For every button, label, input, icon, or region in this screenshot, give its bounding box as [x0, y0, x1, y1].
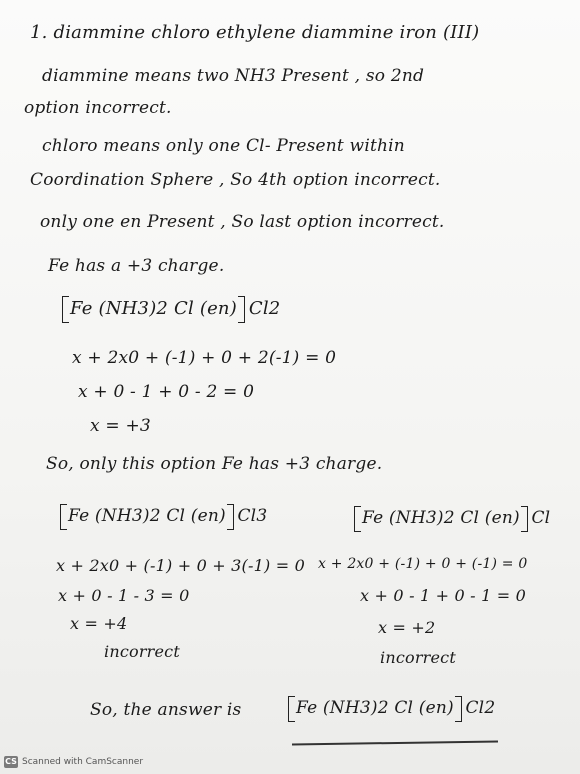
- answer-underline: [292, 741, 498, 746]
- note-fe-charge: Fe has a +3 charge.: [48, 256, 225, 276]
- answer-bracket: Fe (NH3)2 Cl (en): [290, 698, 460, 718]
- option1-eq1: x + 2x0 + (-1) + 0 + 2(-1) = 0: [72, 348, 337, 368]
- note-diammine: diammine means two NH3 Present , so 2nd: [42, 66, 425, 86]
- option1-eq3: x = +3: [90, 416, 151, 436]
- note-chloro-cont: Coordination Sphere , So 4th option incorrect.: [30, 170, 441, 190]
- option2-suffix: Cl3: [237, 506, 268, 526]
- camscanner-logo-icon: CS: [5, 757, 17, 766]
- option2-bracket: Fe (NH3)2 Cl (en): [62, 506, 232, 526]
- answer-formula: [290, 698, 495, 718]
- note-chloro: chloro means only one Cl- Present within: [42, 136, 405, 156]
- option1-bracket: Fe (NH3)2 Cl (en): [64, 298, 243, 319]
- option3-suffix: Cl: [531, 508, 551, 528]
- scanner-watermark: [4, 754, 143, 770]
- option3-eq1: x + 2x0 + (-1) + 0 + (-1) = 0: [318, 556, 528, 572]
- option1-eq2: x + 0 - 1 + 0 - 2 = 0: [78, 382, 255, 402]
- watermark-text: Scanned with CamScanner: [22, 757, 144, 767]
- option1-conclusion: So, only this option Fe has +3 charge.: [46, 454, 383, 474]
- note-en: only one en Present , So last option incorrect.: [40, 212, 445, 232]
- option2-eq3: x = +4: [70, 614, 128, 633]
- option3-formula: [356, 508, 550, 528]
- option3-eq3: x = +2: [378, 618, 436, 637]
- answer-prefix: So, the answer is: [90, 700, 242, 720]
- option2-verdict: incorrect: [104, 642, 180, 661]
- option1-formula: [64, 298, 280, 319]
- option3-verdict: incorrect: [380, 648, 456, 667]
- option1-suffix: Cl2: [248, 298, 281, 319]
- option2-eq2: x + 0 - 1 - 3 = 0: [58, 586, 190, 605]
- option2-eq1: x + 2x0 + (-1) + 0 + 3(-1) = 0: [56, 556, 305, 575]
- option3-bracket: Fe (NH3)2 Cl (en): [356, 508, 526, 528]
- option3-eq2: x + 0 - 1 + 0 - 1 = 0: [360, 586, 527, 605]
- question-title: 1. diammine chloro ethylene diammine iron (III): [30, 22, 480, 43]
- answer-suffix: Cl2: [465, 698, 496, 718]
- note-diammine-cont: option incorrect.: [24, 98, 172, 118]
- option2-formula: [62, 506, 267, 526]
